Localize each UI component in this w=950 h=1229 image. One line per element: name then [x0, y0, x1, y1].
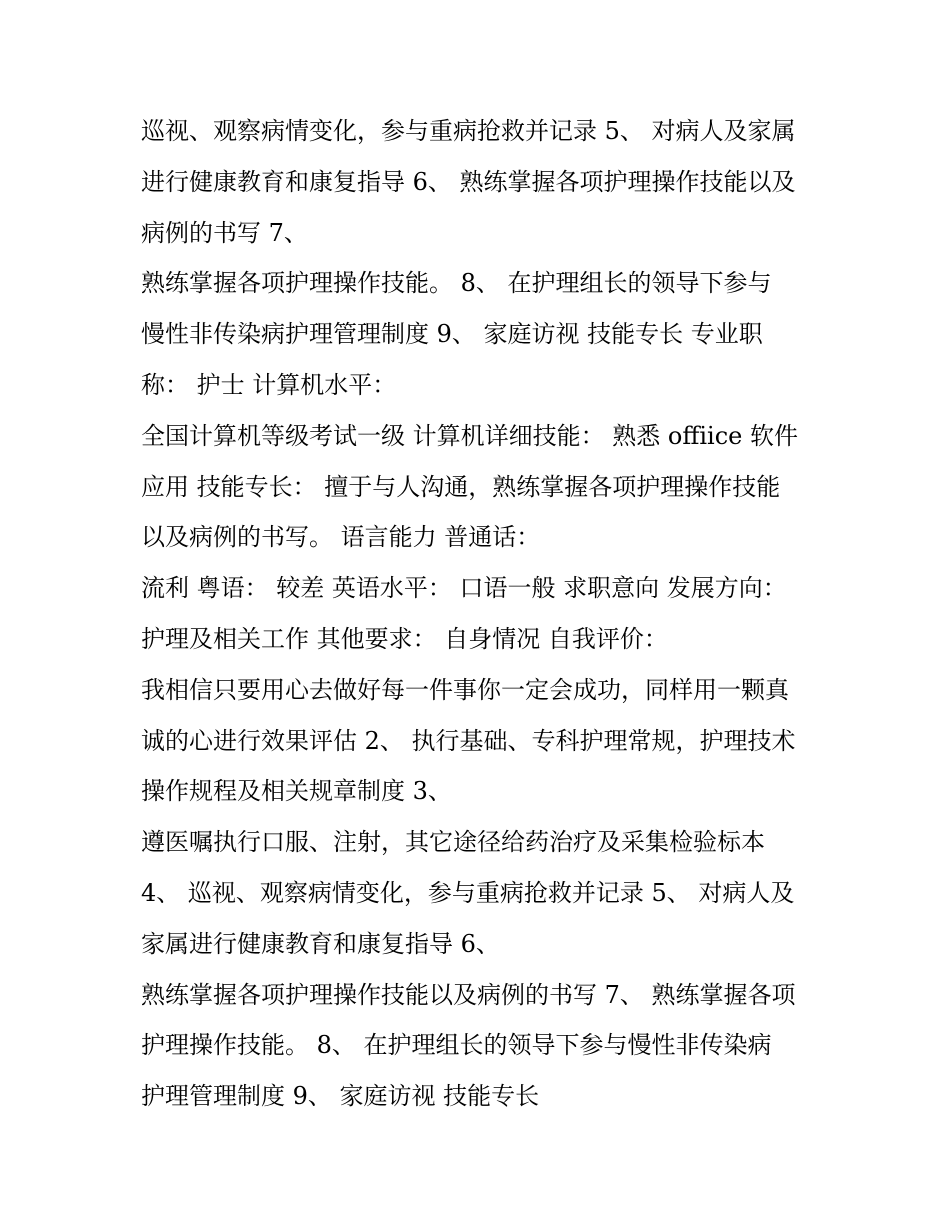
text-line: 全国计算机等级考试一级 计算机详细技能： 熟悉 offiice 软件	[141, 421, 799, 450]
text-line: 巡视、观察病情变化，参与重病抢救并记录 5、 对病人及家属	[141, 117, 796, 145]
text-line: 以及病例的书写。 语言能力 普通话：	[141, 523, 541, 552]
text-line: 护理管理制度 9、 家庭访视 技能专长	[141, 1082, 540, 1111]
text-line: 护理操作技能。 8、 在护理组长的领导下参与慢性非传染病	[141, 1031, 772, 1060]
text-line: 应用 技能专长： 擅于与人沟通，熟练掌握各项护理操作技能	[141, 472, 781, 501]
text-line: 进行健康教育和康复指导 6、 熟练掌握各项护理操作技能以及	[141, 167, 796, 196]
body-text	[141, 106, 841, 1122]
text-line: 家属进行健康教育和康复指导 6、	[141, 929, 500, 958]
text-line: 称： 护士 计算机水平：	[141, 370, 397, 399]
text-line: 操作规程及相关规章制度 3、	[141, 777, 452, 806]
text-line: 遵医嘱执行口服、注射，其它途径给药治疗及采集检验标本	[141, 828, 765, 857]
text-line: 熟练掌握各项护理操作技能。 8、 在护理组长的领导下参与	[141, 269, 772, 298]
text-line: 病例的书写 7、	[141, 218, 308, 247]
text-line: 我相信只要用心去做好每一件事你一定会成功，同样用一颗真	[141, 675, 789, 704]
text-line: 流利 粤语： 较差 英语水平： 口语一般 求职意向 发展方向：	[141, 574, 787, 603]
text-line: 诚的心进行效果评估 2、 执行基础、专科护理常规，护理技术	[141, 726, 796, 755]
text-line: 护理及相关工作 其他要求： 自身情况 自我评价：	[141, 624, 668, 653]
text-line: 4、 巡视、观察病情变化，参与重病抢救并记录 5、 对病人及	[141, 878, 795, 907]
text-line: 熟练掌握各项护理操作技能以及病例的书写 7、 熟练掌握各项	[141, 980, 796, 1009]
text-line: 慢性非传染病护理管理制度 9、 家庭访视 技能专长 专业职	[141, 320, 763, 349]
